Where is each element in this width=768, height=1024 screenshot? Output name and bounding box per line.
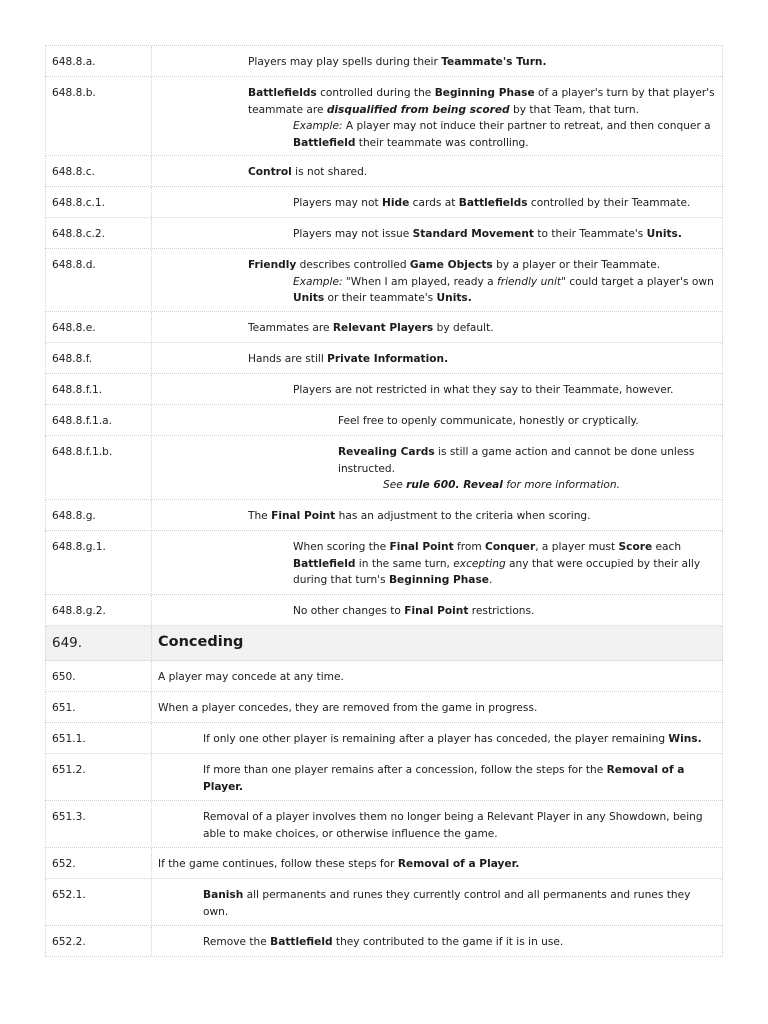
rule-number: 651.1. <box>46 723 152 753</box>
rule-paragraph <box>203 887 716 920</box>
text-run: Remove the <box>203 936 271 948</box>
rule-paragraph <box>203 762 716 795</box>
text-run: by that Team, that turn. <box>509 103 639 116</box>
text-run: "When I am played, ready a <box>342 275 497 288</box>
bold-term: Removal of a Player. <box>397 858 520 870</box>
rule-row <box>45 879 723 926</box>
bold-term: Standard Movement <box>412 228 534 240</box>
text-run: If more than one player remains after a concession, follow the steps for the <box>203 764 607 776</box>
rule-text <box>152 77 722 155</box>
rule-number: 649. <box>46 626 152 660</box>
rule-row <box>45 249 723 312</box>
bold-term: Relevant Players <box>332 322 434 334</box>
rule-number: 648.8.b. <box>46 77 152 155</box>
rule-paragraph <box>203 934 716 951</box>
rule-paragraph <box>248 508 716 525</box>
rule-paragraph <box>293 195 716 212</box>
rule-number: 648.8.c.1. <box>46 187 152 217</box>
section-heading-row <box>45 626 723 661</box>
text-run: has an adjustment to the criteria when scoring. <box>335 510 591 522</box>
text-run: restrictions. <box>468 605 535 617</box>
rule-paragraph <box>248 274 716 307</box>
rule-text <box>152 848 722 878</box>
rule-paragraph <box>338 477 716 494</box>
text-run: they contributed to the game if it is in use. <box>332 936 564 948</box>
rule-number: 648.8.d. <box>46 249 152 311</box>
rule-paragraph <box>248 118 716 151</box>
rule-text <box>152 926 722 956</box>
bold-term: Final Point <box>389 541 454 553</box>
text-run: Feel free to openly communicate, honestly or cryptically. <box>338 415 639 427</box>
rule-number: 648.8.g.2. <box>46 595 152 625</box>
text-run: . <box>488 574 493 586</box>
rule-text <box>152 46 722 76</box>
text-run: Players may not issue <box>293 228 413 240</box>
text-run: " could target a player's own <box>561 275 714 288</box>
rule-row <box>45 187 723 218</box>
rule-row <box>45 77 723 156</box>
bold-term: Removal of a Player. <box>203 764 685 793</box>
rule-number: 652.2. <box>46 926 152 956</box>
rule-paragraph <box>338 413 716 430</box>
rule-row <box>45 692 723 723</box>
text-run: or their teammate's <box>324 292 437 304</box>
rule-text <box>152 436 722 499</box>
text-run: If the game continues, follow these steps for <box>158 858 398 870</box>
bold-term: Battlefield <box>293 136 356 149</box>
rule-row <box>45 436 723 500</box>
text-run: A player may concede at any time. <box>158 671 344 683</box>
text-run: is not shared. <box>291 166 368 178</box>
text-run: of a player's turn by that player's teammate are <box>248 87 715 116</box>
italic-text: Example: <box>293 120 343 132</box>
rule-paragraph <box>248 85 716 118</box>
bold-term: Units <box>293 292 325 304</box>
text-run: each <box>652 541 682 553</box>
rule-text <box>152 595 722 625</box>
text-run: by default. <box>433 322 494 334</box>
rule-text <box>152 754 722 800</box>
rule-text <box>152 343 722 373</box>
text-run: Teammates are <box>248 322 333 334</box>
rule-paragraph <box>293 382 716 399</box>
rule-text <box>152 249 722 311</box>
rule-row <box>45 312 723 343</box>
rule-paragraph <box>248 164 716 181</box>
text-run: is still a game action and cannot be done unless instructed. <box>338 446 695 475</box>
rule-number: 651. <box>46 692 152 722</box>
rule-row <box>45 661 723 692</box>
rule-text <box>152 187 722 217</box>
bold-term: disqualified from being scored <box>326 103 510 116</box>
rule-text <box>152 500 722 530</box>
rule-paragraph <box>248 351 716 368</box>
text-run: If only one other player is remaining after a player has conceded, the player remaining <box>203 733 669 745</box>
text-run: Conceding <box>158 634 244 650</box>
rule-number: 648.8.f.1.a. <box>46 405 152 435</box>
bold-term: Beginning Phase <box>434 87 535 99</box>
rule-row <box>45 848 723 879</box>
rule-row <box>45 723 723 754</box>
rule-number: 652.1. <box>46 879 152 925</box>
bold-term: Battlefield <box>293 557 356 570</box>
rule-text <box>152 879 722 925</box>
text-run: to their Teammate's <box>533 228 647 240</box>
bold-term: Revealing Cards <box>338 446 435 458</box>
rule-paragraph <box>203 809 716 842</box>
rule-paragraph <box>248 54 716 71</box>
rule-row <box>45 374 723 405</box>
rule-number: 648.8.g.1. <box>46 531 152 594</box>
rule-text <box>152 723 722 753</box>
rule-paragraph <box>158 856 716 873</box>
text-run: Hands are still <box>248 353 328 365</box>
bold-term: Friendly <box>248 259 297 271</box>
text-run: No other changes to <box>293 605 405 617</box>
rule-text <box>152 312 722 342</box>
rule-row <box>45 531 723 595</box>
bold-term: Conquer <box>485 541 536 553</box>
rule-row <box>45 156 723 187</box>
bold-term: Banish <box>203 889 244 901</box>
rule-number: 650. <box>46 661 152 691</box>
rule-paragraph <box>203 731 716 748</box>
rule-number: 648.8.c.2. <box>46 218 152 248</box>
text-run: all permanents and runes they currently control and all permanents and runes they own. <box>203 889 691 918</box>
bold-term: Final Point <box>271 510 336 522</box>
text-run: any that were occupied by their ally during that turn's <box>293 557 701 586</box>
rule-number: 648.8.g. <box>46 500 152 530</box>
rule-text <box>152 692 722 722</box>
bold-term: Units. <box>646 228 682 240</box>
section-title <box>152 626 722 660</box>
italic-text: See <box>383 479 407 491</box>
text-run: describes controlled <box>296 259 410 271</box>
rule-paragraph <box>158 633 716 652</box>
rule-text <box>152 661 722 691</box>
text-run: by a player or their Teammate. <box>492 259 661 271</box>
italic-text: Example: <box>293 275 343 288</box>
rule-text <box>152 531 722 594</box>
rule-row <box>45 46 723 77</box>
bold-term: Beginning Phase <box>388 574 489 586</box>
text-run: in the same turn, <box>355 557 454 570</box>
bold-term: Teammate's Turn. <box>441 56 547 68</box>
rule-row <box>45 754 723 801</box>
text-run: controlled by their Teammate. <box>527 197 691 209</box>
rule-text <box>152 156 722 186</box>
text-run: , a player must <box>535 541 619 553</box>
bold-term: Hide <box>382 197 410 209</box>
rule-paragraph <box>248 320 716 337</box>
rule-number: 648.8.e. <box>46 312 152 342</box>
rule-paragraph <box>338 444 716 477</box>
rule-row <box>45 926 723 957</box>
text-run: from <box>453 541 486 553</box>
text-run: their teammate was controlling. <box>355 136 529 149</box>
rule-row <box>45 801 723 848</box>
rule-paragraph <box>293 226 716 243</box>
rule-number: 648.8.f.1. <box>46 374 152 404</box>
bold-term: Battlefields <box>248 87 317 99</box>
rule-paragraph <box>158 669 716 686</box>
rules-table <box>45 45 723 957</box>
rule-number: 652. <box>46 848 152 878</box>
italic-text: excepting <box>453 557 506 570</box>
text-run: Players may play spells during their <box>248 56 442 68</box>
text-run: The <box>248 510 272 522</box>
rule-paragraph <box>293 539 716 589</box>
italic-text: friendly unit <box>497 275 562 288</box>
rule-row <box>45 218 723 249</box>
rule-paragraph <box>293 603 716 620</box>
text-run: Players may not <box>293 197 383 209</box>
rule-text <box>152 218 722 248</box>
text-run: Players are not restricted in what they say to their Teammate, however. <box>293 384 674 396</box>
text-run: A player may not induce their partner to retreat, and then conquer a <box>342 120 711 132</box>
italic-text: for more information. <box>502 479 620 491</box>
rule-number: 648.8.a. <box>46 46 152 76</box>
rule-number: 651.2. <box>46 754 152 800</box>
rule-text <box>152 405 722 435</box>
bold-term: Units. <box>436 292 472 304</box>
rule-number: 648.8.f. <box>46 343 152 373</box>
bold-term: Private Information. <box>327 353 449 365</box>
rule-paragraph <box>158 700 716 717</box>
rule-row <box>45 405 723 436</box>
text-run: cards at <box>409 197 459 209</box>
bold-term: Battlefield <box>270 936 333 948</box>
text-run: When scoring the <box>293 541 390 553</box>
text-run: When a player concedes, they are removed from the game in progress. <box>158 702 538 714</box>
rule-row <box>45 595 723 626</box>
bold-term: Final Point <box>404 605 469 617</box>
text-run: Removal of a player involves them no longer being a Relevant Player in any Showdown, being able to make choices, or otherwise influence the game. <box>203 811 703 840</box>
rule-number: 648.8.c. <box>46 156 152 186</box>
rule-number: 648.8.f.1.b. <box>46 436 152 499</box>
rule-row <box>45 500 723 531</box>
text-run: controlled during the <box>316 87 435 99</box>
bold-term: Control <box>248 166 292 178</box>
bold-term: Wins. <box>668 733 702 745</box>
rule-paragraph <box>248 257 716 274</box>
rule-number: 651.3. <box>46 801 152 847</box>
bold-term: Battlefields <box>458 197 528 209</box>
bold-term: Score <box>618 541 653 553</box>
rule-text <box>152 801 722 847</box>
bold-term: Game Objects <box>409 259 493 271</box>
bold-term: rule 600. Reveal <box>406 479 503 491</box>
rule-text <box>152 374 722 404</box>
rule-row <box>45 343 723 374</box>
